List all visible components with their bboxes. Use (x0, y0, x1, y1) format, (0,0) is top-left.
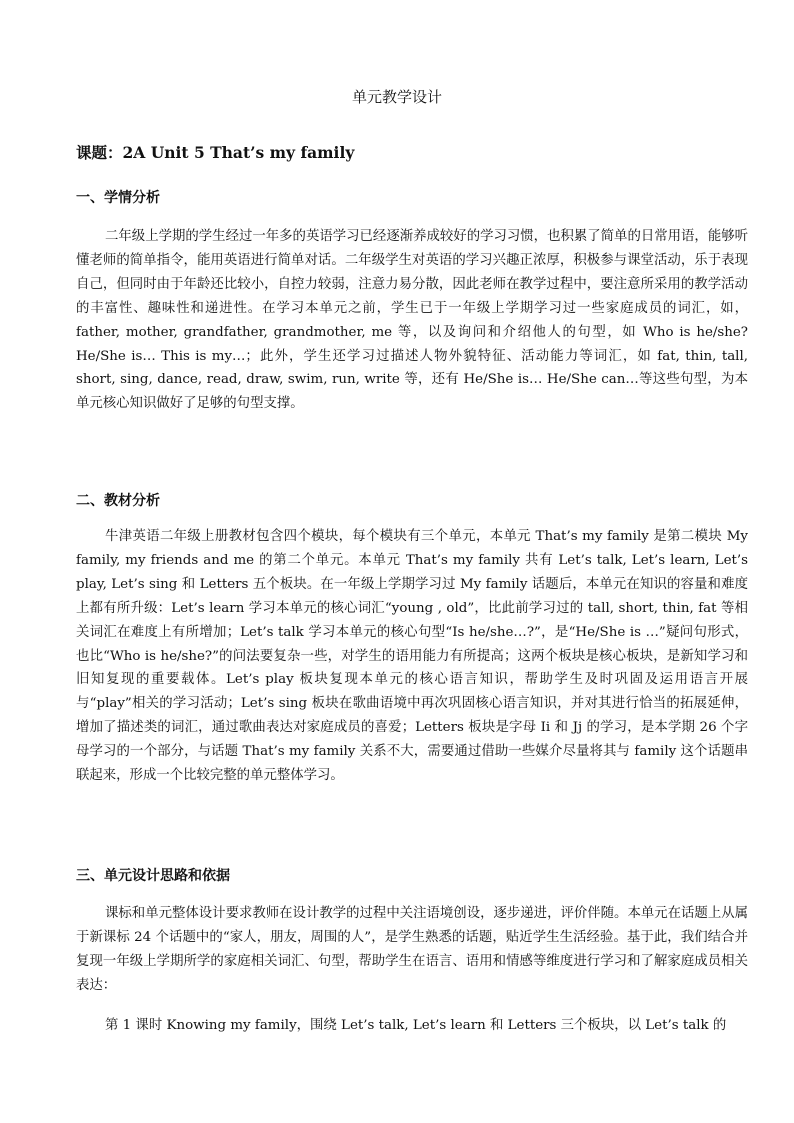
section-heading-learner-analysis: 一、学情分析 (76, 190, 160, 206)
paragraph-design-rationale: 课标和单元整体设计要求教师在设计教学的过程中关注语境创设，逐步递进，评价伴随。本单元在话题上从属于新课标 24 个话题中的“家人，朋友，周围的人”，是学生熟悉的话题，贴近学生生活经验。基于此，我们结合并复现一年级上学期所学的家庭相关词汇、句型，帮助学生在语言、语用和情感等维度进行学习和了解家庭成员相关表达： (76, 906, 748, 993)
section-heading-textbook-analysis: 二、教材分析 (76, 493, 160, 509)
section-heading-design-rationale: 三、单元设计思路和依据 (76, 868, 230, 884)
paragraph-textbook-analysis: 牛津英语二年级上册教材包含四个模块，每个模块有三个单元，本单元 That’s my family 是第二模块 My family, my friends and me 的第二个单元。本单元 That’s my family 共有 Let’s talk, Let’s learn, Let’s play, Let’s sing 和 Letters 五个板块。在一年级上学期学习过 My family 话题后，本单元在知识的容量和难度上都有所升级：Let’s learn 学习本单元的核心词汇“young , old”，比此前学习过的 tall, short, thin, fat 等相关词汇在难度上有所增加；Let’s talk 学习本单元的核心句型“Is he/she…?”，是“He/She is …”疑问句形式，也比“Who is he/she?”的问法要复杂一些，对学生的语用能力有所提高；这两个板块是核心板块，是新知学习和旧知复现的重要载体。Let’s play 板块复现本单元的核心语言知识，帮助学生及时巩固及运用语言开展与“play”相关的学习活动；Let’s sing 板块在歌曲语境中再次巩固核心语言知识，并对其进行恰当的拓展延伸，增加了描述类的词汇，通过歌曲表达对家庭成员的喜爱；Letters 板块是字母 Ii 和 Jj 的学习，是本学期 26 个字母学习的一个部分，与话题 That’s my family 关系不大，需要通过借助一些媒介尽量将其与 family 这个话题串联起来，形成一个比较完整的单元整体学习。 (76, 529, 748, 784)
paragraph-learner-analysis: 二年级上学期的学生经过一年多的英语学习已经逐渐养成较好的学习习惯，也积累了简单的日常用语，能够听懂老师的简单指令，能用英语进行简单对话。二年级学生对英语的学习兴趣正浓厚，积极参与课堂活动，乐于表现自己，但同时由于年龄还比较小，自控力较弱，注意力易分散，因此老师在教学过程中，要注意所采用的教学活动的丰富性、趣味性和递进性。在学习本单元之前，学生已于一年级上学期学习过一些家庭成员的词汇，如，father, mother, grandfather, grandmother, me 等，以及询问和介绍他人的句型，如 Who is he/she? He/She is… This is my…；此外，学生还学习过描述人物外貌特征、活动能力等词汇，如 fat, thin, tall, short, sing, dance, read, draw, swim, run, write 等，还有 He/She is… He/She can…等这些句型，为本单元核心知识做好了足够的句型支撑。 (76, 229, 748, 412)
paragraph-lesson-one: 第 1 课时 Knowing my family，围绕 Let’s talk, Let’s learn 和 Letters 三个板块，以 Let’s talk 的 (105, 1018, 727, 1033)
lesson-title: 课题：2A Unit 5 That’s my family (76, 143, 355, 162)
document-title: 单元教学设计 (351, 88, 442, 106)
